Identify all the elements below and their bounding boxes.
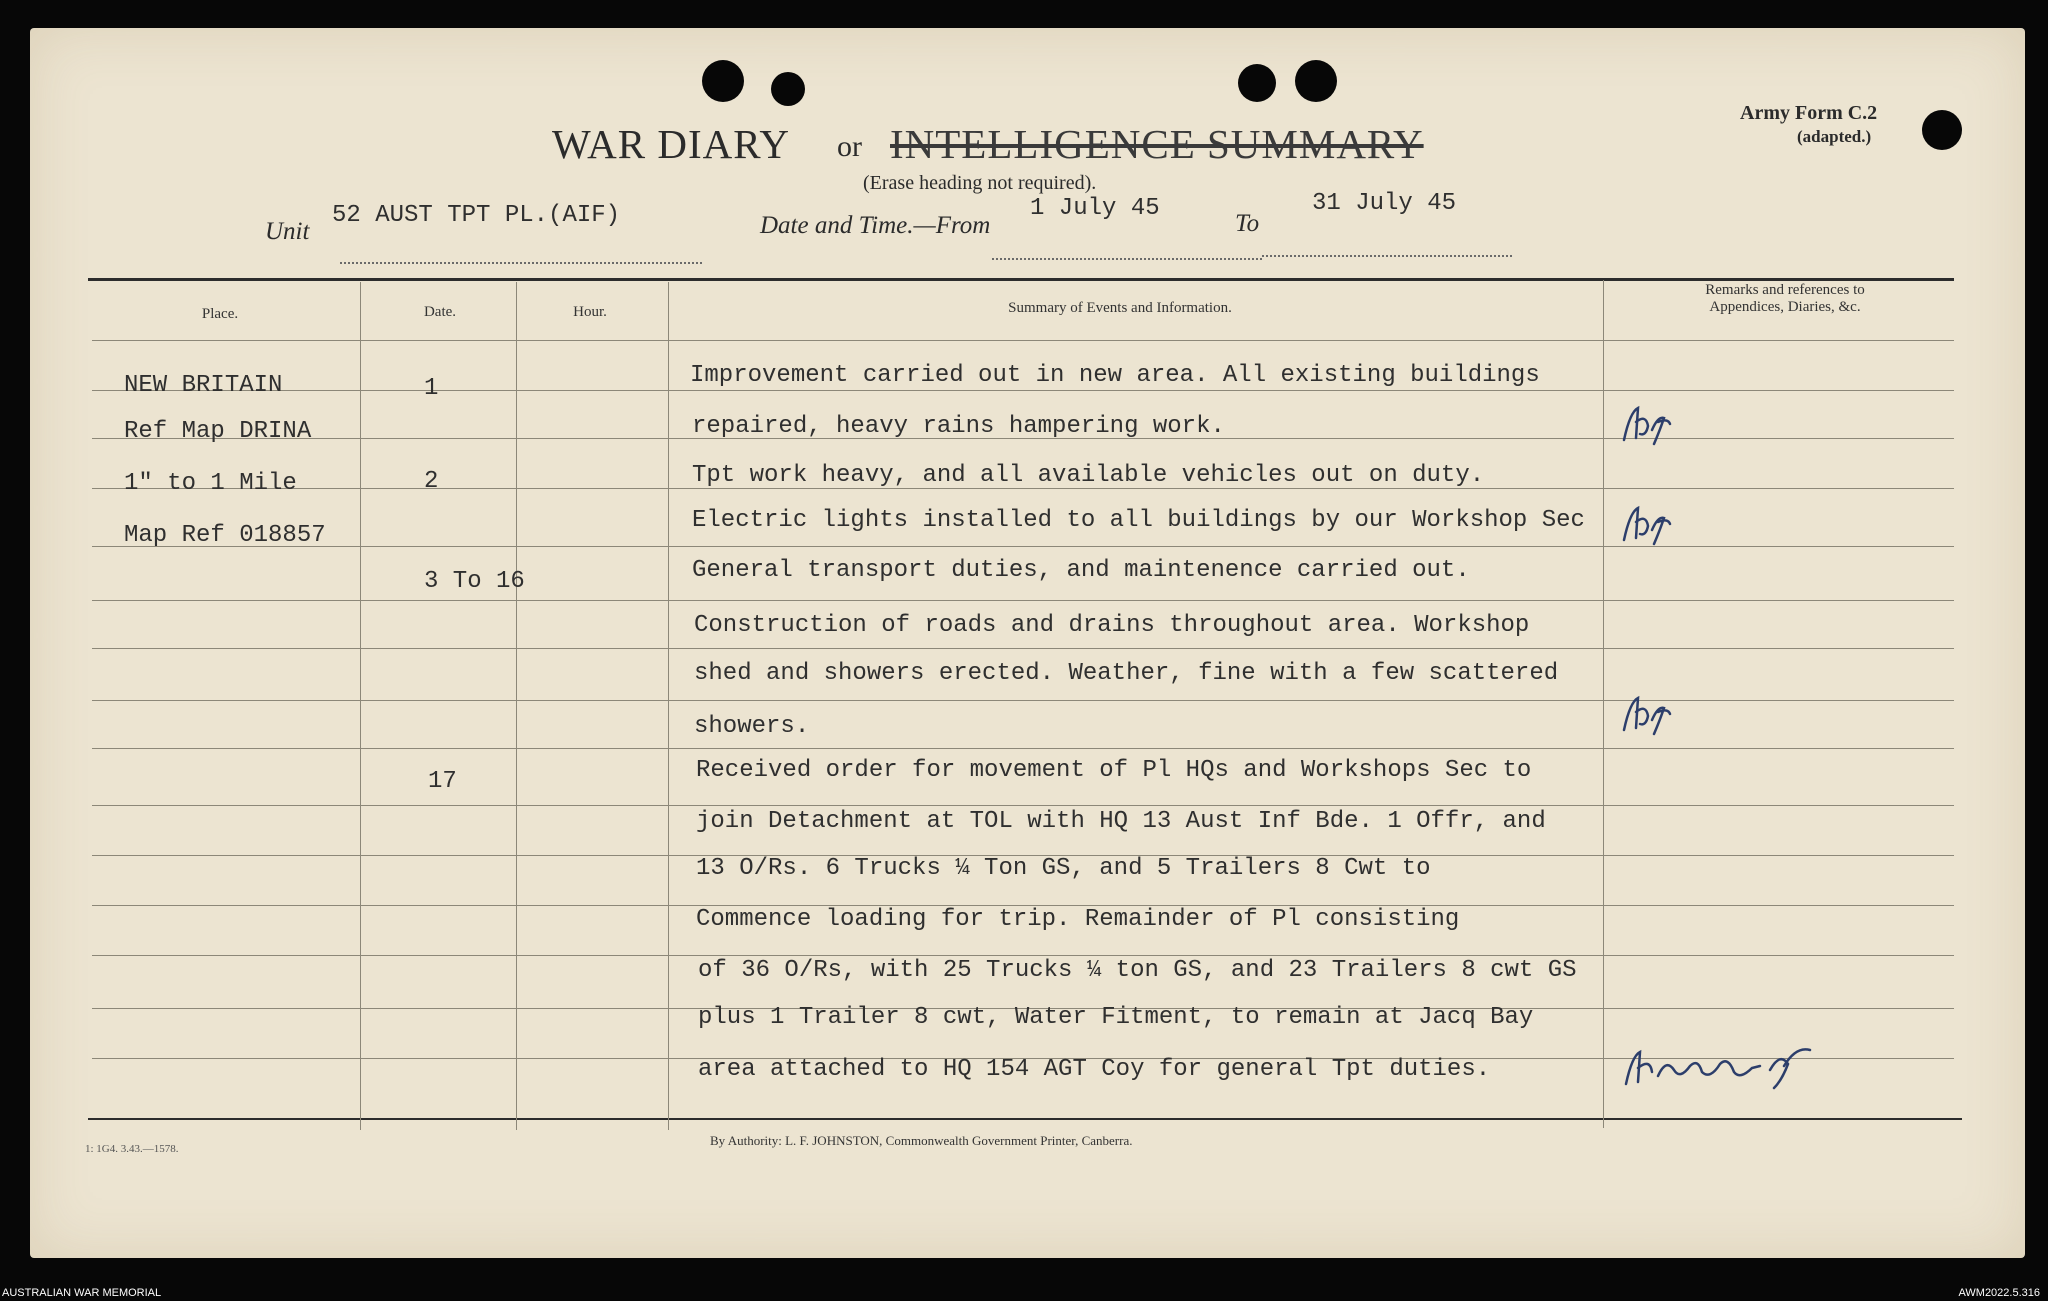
summary-line: Received order for movement of Pl HQs and Workshops Sec to [696, 757, 1532, 784]
unit-label: Unit [265, 218, 310, 245]
from-date-value: 1 July 45 [1030, 195, 1160, 222]
punch-hole [1238, 64, 1276, 102]
unit-value: 52 AUST TPT PL.(AIF) [332, 202, 621, 229]
from-dotted-line [992, 258, 1262, 260]
place-line: Ref Map DRINA [124, 418, 312, 445]
summary-line: join Detachment at TOL with HQ 13 Aust Inf Bde. 1 Offr, and [696, 808, 1546, 835]
punch-hole [1922, 110, 1962, 150]
handwritten-initials [1618, 400, 1678, 450]
place-line: 1" to 1 Mile [124, 470, 297, 497]
header-separator [92, 340, 1954, 341]
row-line [92, 748, 1954, 749]
date-entry: 2 [424, 468, 439, 495]
column-header-summary: Summary of Events and Information. [1008, 300, 1232, 316]
print-code: 1: 1G4. 3.43.—1578. [85, 1143, 179, 1155]
summary-line: Commence loading for trip. Remainder of Pl consisting [696, 906, 1460, 933]
archive-reference: AWM2022.5.316 [1958, 1287, 2040, 1299]
table-bottom-rule [88, 1118, 1962, 1120]
date-entry: 17 [428, 768, 457, 795]
table-top-rule [88, 278, 1954, 281]
summary-line: shed and showers erected. Weather, fine with a few scattered [694, 660, 1559, 687]
summary-line: Electric lights installed to all buildings by our Workshop Sec [692, 507, 1585, 534]
summary-line: 13 O/Rs. 6 Trucks ¼ Ton GS, and 5 Trailers 8 Cwt to [696, 855, 1431, 882]
summary-line: Improvement carried out in new area. All existing buildings [690, 362, 1540, 389]
summary-line: area attached to HQ 154 AGT Coy for general Tpt duties. [698, 1056, 1491, 1083]
column-header-hour: Hour. [573, 304, 607, 320]
army-form-label: Army Form C.2 [1740, 102, 1878, 124]
summary-line: repaired, heavy rains hampering work. [692, 413, 1225, 440]
punch-hole [771, 72, 805, 106]
row-line [92, 805, 1954, 806]
column-divider [360, 282, 361, 1130]
date-entry: 1 [424, 375, 439, 402]
summary-line: plus 1 Trailer 8 cwt, Water Fitment, to remain at Jacq Bay [698, 1004, 1534, 1031]
printer-authority: By Authority: L. F. JOHNSTON, Commonwealth Government Printer, Canberra. [710, 1133, 1133, 1148]
title-or: or [837, 130, 862, 163]
to-date-value: 31 July 45 [1312, 190, 1457, 217]
place-line: Map Ref 018857 [124, 522, 326, 549]
row-line [92, 600, 1954, 601]
date-entry: 3 To 16 [424, 568, 525, 595]
column-header-place: Place. [201, 306, 239, 322]
army-form-adapted: (adapted.) [1797, 127, 1872, 146]
unit-dotted-line [340, 262, 702, 264]
summary-line: Tpt work heavy, and all available vehicles out on duty. [692, 462, 1485, 489]
summary-line: showers. [694, 713, 810, 740]
date-time-from-label: Date and Time.—From [760, 212, 991, 239]
to-dotted-line [1262, 255, 1512, 257]
place-line: NEW BRITAIN [124, 372, 283, 399]
handwritten-initials [1618, 500, 1678, 550]
handwritten-initials [1618, 690, 1678, 740]
to-label: To [1235, 210, 1260, 237]
archive-name: AUSTRALIAN WAR MEMORIAL [2, 1287, 162, 1299]
column-divider [668, 282, 669, 1130]
title-war-diary: WAR DIARY [552, 121, 790, 167]
row-line [92, 648, 1954, 649]
column-header-date: Date. [423, 304, 457, 320]
punch-hole [1295, 60, 1337, 102]
column-divider [516, 282, 517, 1130]
row-line [92, 390, 1954, 391]
column-divider [1603, 280, 1604, 1128]
row-line [92, 955, 1954, 956]
summary-line: General transport duties, and maintenence carried out. [692, 557, 1470, 584]
erase-heading-note: (Erase heading not required). [863, 172, 1097, 194]
summary-line: Construction of roads and drains throughout area. Workshop [694, 612, 1530, 639]
punch-hole [702, 60, 744, 102]
title-struck-intelligence-summary: INTELLIGENCE SUMMARY [890, 121, 1424, 167]
handwritten-signature [1620, 1040, 1820, 1100]
column-header-remarks: Remarks and references to Appendices, Diaries, &c. [1705, 282, 1865, 315]
summary-line: of 36 O/Rs, with 25 Trucks ¼ ton GS, and 23 Trailers 8 cwt GS [698, 957, 1577, 984]
